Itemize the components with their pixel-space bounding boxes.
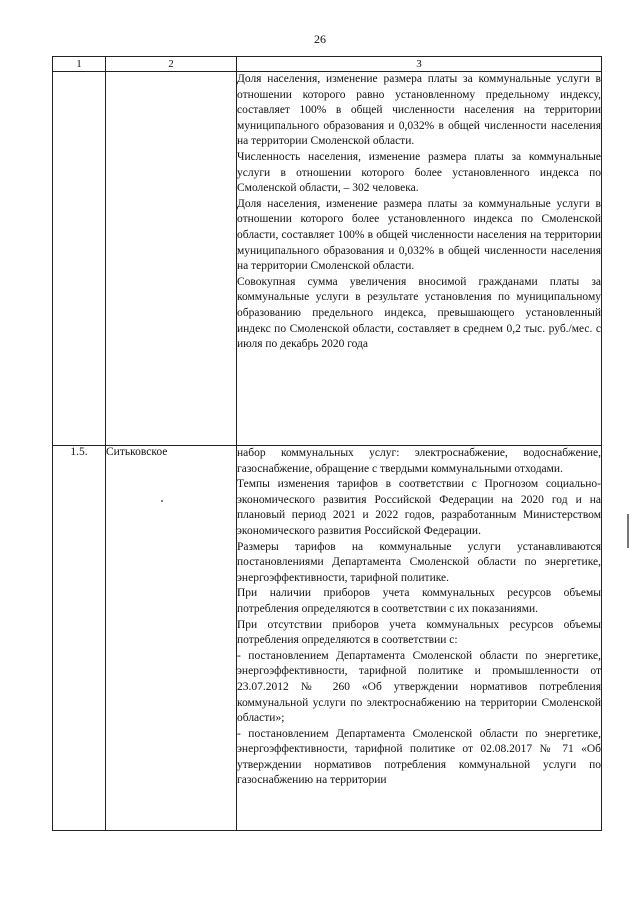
row-number-cell — [53, 72, 106, 446]
description-cell — [237, 72, 602, 446]
paragraph: - постановлением Департамента Смоленской области по энергетике, энергоэффективности, тарифной политике и промышленности от 23.07.2012 № 260 «Об утверждении нормативов потребления коммунальной услуги по электроснабжению на территории Смоленской области»; — [237, 649, 601, 725]
data-table — [52, 56, 602, 831]
row-number-cell: 1.5. — [53, 446, 106, 831]
page-number: 26 — [314, 32, 326, 46]
municipality-name-cell: Ситьковское — [106, 446, 237, 831]
column-header-3: 3 — [237, 57, 602, 72]
column-header-1: 1 — [53, 57, 106, 72]
paragraph: При наличии приборов учета коммунальных ресурсов объемы потребления определяются в соответствии с их показаниями. — [237, 587, 601, 615]
table-row — [53, 72, 602, 446]
scan-speck — [161, 500, 163, 502]
paragraph: Размеры тарифов на коммунальные услуги устанавливаются постановлениями Департамента Смоленской области по энергетике, энергоэффективности, тарифной политике. — [237, 540, 601, 584]
paragraph: При отсутствии приборов учета коммунальных ресурсов объемы потребления определяются в соответствии с: — [237, 618, 601, 647]
municipality-name-cell — [106, 72, 237, 446]
paragraph: Совокупная сумма увеличения вносимой гражданами платы за коммунальные услуги в результате установления по муниципальному образованию предельного индекса, превышающего установленный индекс по Смоленской области, составляет в среднем 0,2 тыс. руб./мес. с июля по декабрь 2020 года — [237, 275, 601, 351]
paragraph: Доля населения, изменение размера платы за коммунальные услуги в отношении которого равно установленному предельному индексу, составляет 100% в общей численности населения на территории муниципального образования и 0,032% в общей численности населения на территории Смоленской области. — [237, 73, 601, 148]
description-cell — [237, 446, 602, 831]
paragraph: Темпы изменения тарифов в соответствии с Прогнозом социально-экономического развития Российской Федерации на 2020 год и на плановый период 2021 и 2022 годов, разработанным Министерством экономического развития Российской Федерации. — [237, 478, 601, 537]
paragraph: набор коммунальных услуг: электроснабжение, водоснабжение, газоснабжение, обращение с твердыми коммунальными отходами. — [237, 447, 601, 475]
table-header-row — [53, 57, 602, 72]
column-header-2: 2 — [106, 57, 237, 72]
scan-edge-mark — [627, 514, 629, 548]
paragraph: Доля населения, изменение размера платы за коммунальные услуги в отношении которого более установленного индекса по Смоленской области, составляет 100% в общей численности населения на территории муниципального образования и 0,032% в общей численности населения на территории Смоленской области. — [237, 197, 601, 273]
table-row — [53, 446, 602, 831]
paragraph: - постановлением Департамента Смоленской области по энергетике, энергоэффективности, тарифной политике от 02.08.2017 № 71 «Об утверждении нормативов потребления коммунальной услуги по газоснабжению на территории — [237, 727, 601, 787]
paragraph: Численность населения, изменение размера платы за коммунальные услуги в отношении которого более установленного индекса по Смоленской области, – 302 человека. — [237, 150, 601, 195]
